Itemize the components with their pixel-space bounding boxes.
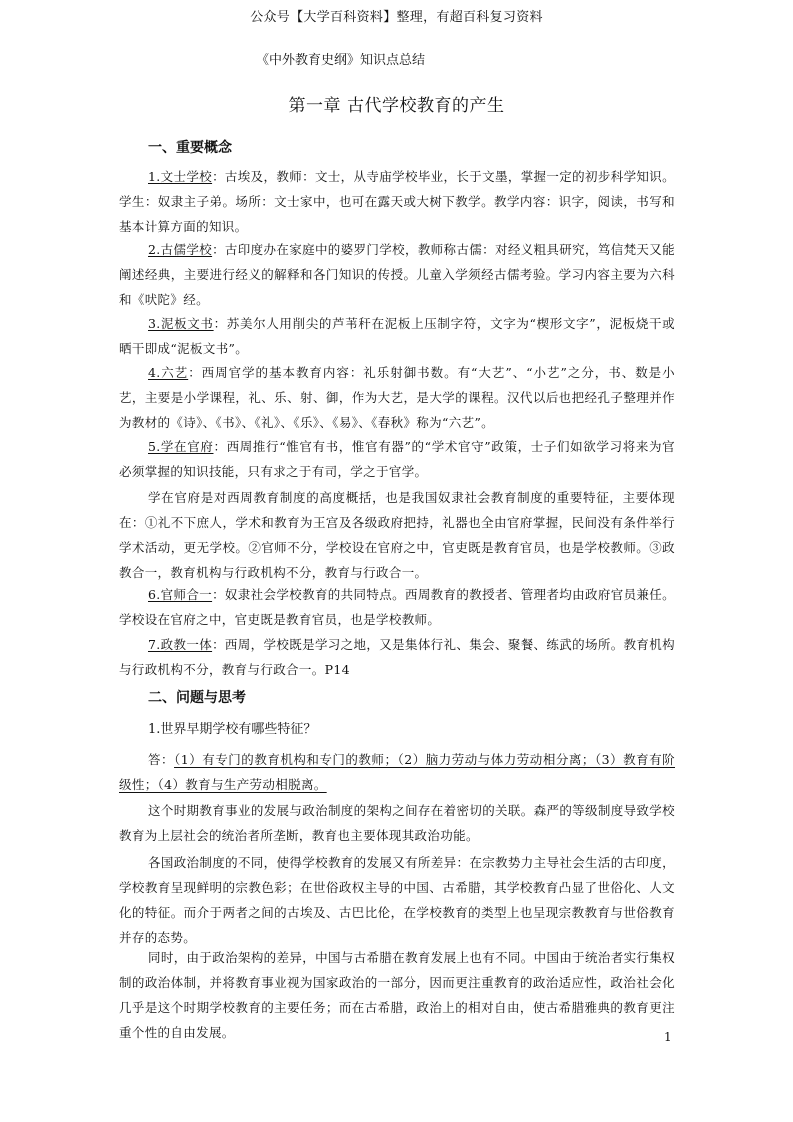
- question-text: 1.世界早期学校有哪些特征？: [148, 722, 317, 737]
- concept-text: ：西周推行“惟官有书，惟官有器”的“学术官守”政策，士子们如欲学习将来为官必须掌握的知识技能，只有求之于有司，学之于官学。: [119, 439, 675, 479]
- concept-paragraph: [119, 632, 675, 682]
- body-paragraph: 这个时期教育事业的发展与政治制度的架构之间存在着密切的关联。森严的等级制度导致学校教育为上层社会的统治者所垄断，教育也主要体现其政治功能。: [119, 803, 675, 843]
- concept-term: 5.学在官府: [148, 439, 214, 454]
- concept-text: ：西周官学的基本教育内容：礼乐射御书数。有“大艺”、“小艺”之分，书、数是小艺，主要是小学课程，礼、乐、射、御，作为大艺，是大学的课程。汉代以后也把经孔子整理并作为教材的《诗》、《书》、《礼》、《乐》、《易》、《春秋》称为“六艺”。: [119, 365, 675, 430]
- concept-paragraph: [119, 237, 675, 312]
- answer-prefix: 答：: [148, 752, 175, 767]
- concept-term: 2.古儒学校: [148, 242, 213, 257]
- concept-term: 3.泥板文书: [148, 316, 214, 331]
- concept-text: ：奴隶社会学校教育的共同特点。西周教育的教授者、管理者均由政府官员兼任。学校设在官府之中，官吏既是教育官员，也是学校教师。: [119, 587, 675, 627]
- answer-paragraph: [119, 747, 675, 797]
- section-heading-questions: 二、问题与思考: [148, 690, 246, 706]
- concept-text: ：苏美尔人用削尖的芦苇秆在泥板上压制字符，文字为“楔形文字”，泥板烧干或晒干即成“泥板文书”。: [119, 316, 675, 356]
- concept-text: ：古埃及，教师：文士，从寺庙学校毕业，长于文墨，掌握一定的初步科学知识。学生：奴隶主子弟。场所：文士家中，也可在露天或大树下教学。教学内容：识字，阅读，书写和基本计算方面的知识。: [119, 169, 675, 234]
- page-number: 1: [664, 1030, 672, 1044]
- concept-paragraph: [119, 434, 675, 484]
- answer-text: （1）有专门的教育机构和专门的教师；（2）脑力劳动与体力劳动相分离；（3）教育有阶级性；（4）教育与生产劳动相脱离。: [119, 752, 675, 792]
- concept-term: 6.官师合一: [148, 587, 213, 602]
- concept-paragraph: [119, 582, 675, 632]
- concept-paragraph: [119, 164, 675, 239]
- body-paragraph: 各国政治制度的不同，使得学校教育的发展又有所差异：在宗教势力主导社会生活的古印度，学校教育呈现鲜明的宗教色彩；在世俗政权主导的中国、古希腊，其学校教育凸显了世俗化、人文化的特征。而介于两者之间的古埃及、古巴比伦，在学校教育的类型上也呈现宗教教育与世俗教育并存的态势。: [119, 855, 675, 945]
- concept-explanation-paragraph: 学在官府是对西周教育制度的高度概括，也是我国奴隶社会教育制度的重要特征，主要体现在：①礼不下庶人，学术和教育为王宫及各级政府把持，礼器也全由官府掌握，民间没有条件举行学术活动，更无学校。②官师不分，学校设在官府之中，官吏既是教育官员，也是学校教师。③政教合一，教育机构与行政机构不分，教育与行政合一。: [119, 490, 675, 580]
- document-title: 《中外教育史纲》知识点总结: [256, 53, 426, 68]
- concept-text: ：古印度办在家庭中的婆罗门学校，教师称古儒：对经义粗具研究，笃信梵天又能阐述经典，主要进行经义的解释和各门知识的传授。儿童入学须经古儒考验。学习内容主要为六科和《吠陀》经。: [119, 242, 675, 307]
- concept-term: 7.政教一体: [148, 637, 213, 652]
- concept-paragraph: [119, 311, 675, 361]
- header-note: 公众号【大学百科资料】整理，有超百科复习资料: [250, 10, 543, 25]
- concept-paragraph: [119, 360, 675, 435]
- section-heading-concepts: 一、重要概念: [148, 140, 232, 156]
- concept-term: 4.六艺: [148, 365, 189, 380]
- body-paragraph: 同时，由于政治架构的差异，中国与古希腊在教育发展上也有不同。中国由于统治者实行集权制的政治体制，并将教育事业视为国家政治的一部分，因而更注重教育的政治适应性，政治社会化几乎是这个时期学校教育的主要任务；而在古希腊，政治上的相对自由，使古希腊雅典的教育更注重个性的自由发展。: [119, 950, 675, 1040]
- chapter-title: 第一章 古代学校教育的产生: [288, 96, 505, 116]
- concept-term: 1.文士学校: [148, 169, 213, 184]
- concept-text: ：西周，学校既是学习之地，又是集体行礼、集会、聚餐、练武的场所。教育机构与行政机构不分，教育与行政合一。P14: [119, 637, 675, 677]
